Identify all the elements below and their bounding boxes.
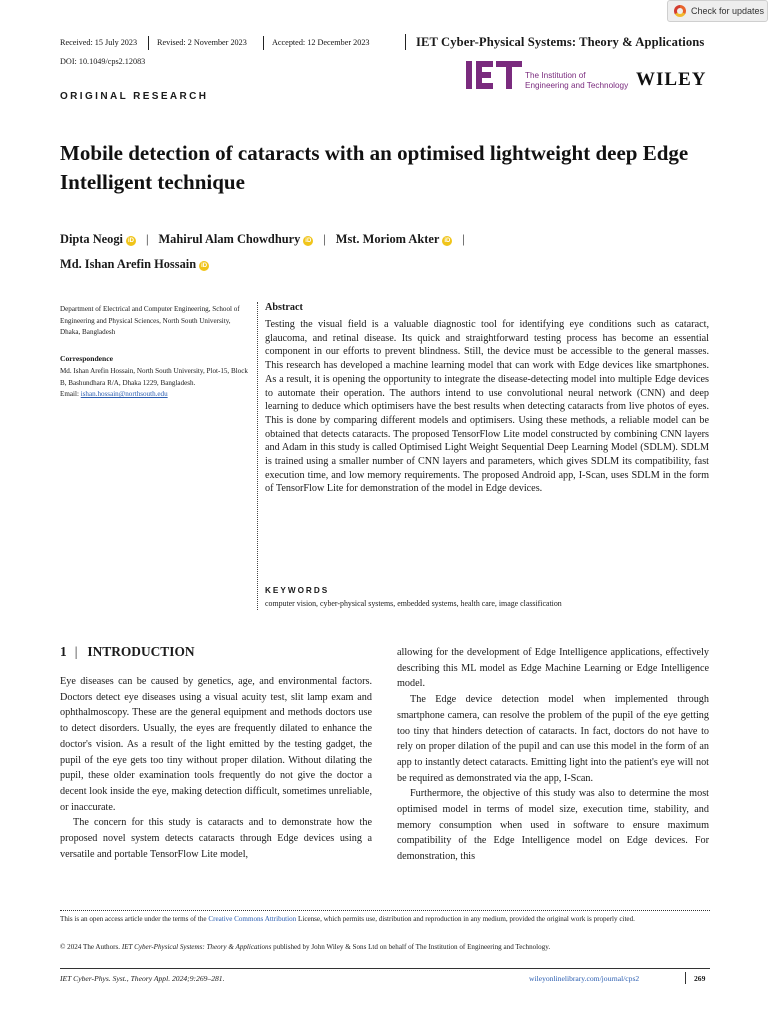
copyright-notice [60, 942, 710, 954]
keywords-list: computer vision, cyber-physical systems, embedded systems, health care, image classification [265, 599, 562, 608]
iet-institution-name [525, 71, 628, 90]
affiliation: Department of Electrical and Computer Engineering, School of Engineering and Physical Sciences, North South University, Dhaka, Bangladesh [60, 305, 240, 336]
paragraph: Eye diseases can be caused by genetics, age, and environmental factors. Doctors detect eye diseases using a visual acuity test, slit lamp exam and ophthalmoscopy. These are the general equipment and methods doctors use to detect disorders. Usually, the eyes are frequently dilated to enhance the doctor's vision. As a result of the light emitted by the testing gadget, the pupil of the eye gets too tiny without proper dilation. Without dilating the pupil, these older examination tools frequently do not give the doctor a decent look inside the eye, making detection difficult, sometimes unreliable, or inaccurate. [60, 676, 372, 813]
footnote-divider [60, 910, 710, 911]
footer-divider [60, 968, 710, 969]
section-heading-bar: | [74, 644, 78, 659]
section-label: ORIGINAL RESEARCH [60, 91, 209, 102]
iet-logo [466, 60, 522, 90]
orcid-icon[interactable]: iD [305, 238, 312, 244]
author-name[interactable]: Mst. Moriom Akter [335, 232, 440, 246]
keywords-heading: KEYWORDS [265, 586, 330, 595]
paragraph: Furthermore, the objective of this study was also to determine the most optimised model in terms of model size, execution time, stability, and memory consumption when used in software to ensure maximum compatibility of the Edge Intelligence model on Edge devices. For demonstration, this [397, 788, 709, 863]
author-name[interactable]: Md. Ishan Arefin Hossain [60, 257, 197, 271]
abstract-heading: Abstract [265, 302, 303, 313]
check-for-updates-label: Check for updates [691, 6, 765, 16]
copyright-before: © 2024 The Authors. [60, 943, 121, 951]
section-title: INTRODUCTION [87, 644, 195, 659]
header-divider [263, 36, 264, 50]
iet-name-line1: The Institution of [525, 71, 586, 80]
author-name[interactable]: Mahirul Alam Chowdhury [158, 232, 301, 246]
paragraph: allowing for the development of Edge Intelligence applications, effectively describing this ML model as Edge Machine Learning or Edge Intelligence model. [397, 647, 709, 690]
author-list [60, 227, 720, 277]
section-heading [60, 644, 195, 660]
correspondence-heading: Correspondence [60, 354, 114, 363]
accepted-date: Accepted: 12 December 2023 [272, 38, 370, 47]
paragraph: The Edge device detection model when implemented through smartphone camera, can resolve the problem of the pupil of the eye getting too tiny that hinders detection of cataracts. In fact, doctors do not have to rely on proper dilation of the pupil and can use this model in the form of an app to instantly detect cataracts. Emitting light into the patient's eye will not be required as demonstrated via the app, I-Scan. [397, 694, 709, 784]
journal-title: IET Cyber-Physical Systems: Theory & Applications [416, 35, 705, 49]
email-link[interactable]: ishan.hossain@northsouth.edu [80, 390, 168, 398]
correspondence-block [60, 366, 250, 401]
header-divider [148, 36, 149, 50]
abstract-text: Testing the visual field is a valuable diagnostic tool for identifying eye conditions such as cataract, glaucoma, and retinal disease. Its quick and straightforward testing process has become an essential component in our efforts to prevent blindness. Still, the device must be accessible to the general masses. This research has developed a machine learning model that can work with Edge devices like smartphones. As a result, it is opening the opportunity to integrate the disease-detecting model into multiple Edge devices to automate their operation. The authors intend to use convolutional neural network (CNN) and deep learning to deduce which optimisers have the best results when detecting cataracts from live photos of eyes. This is done by comparing different models and optimisers. Using these methods, a reliable model can be obtained that detects cataracts. The proposed TensorFlow Lite model constructed by combining CNN layers and Adam in this study is called Optimised Light Weight Sequential Deep Learning Model (SDLM). SDLM is trained using a smaller number of CNN layers and parameters, which gives SDLM its compatibility, fast execution time, and low memory requirements. The proposed Android app, I-Scan, uses SDLM in the form of TensorFlow Lite for demonstration of the model in Edge devices. [265, 319, 709, 495]
wiley-logo: WILEY [636, 69, 707, 90]
orcid-icon[interactable]: iD [201, 263, 208, 269]
orcid-icon[interactable]: iD [127, 238, 134, 244]
creative-commons-link[interactable]: Creative Commons Attribution [208, 915, 297, 923]
doi: DOI: 10.1049/cps2.12083 [60, 57, 146, 66]
journal-url-link[interactable]: wileyonlinelibrary.com/journal/cps2 [529, 974, 640, 983]
revised-date: Revised: 2 November 2023 [157, 38, 247, 47]
copyright-journal: IET Cyber-Physical Systems: Theory & Applications [121, 943, 272, 951]
running-citation: IET Cyber-Phys. Syst., Theory Appl. 2024;9:269–281. [60, 974, 225, 983]
oa-text-after: License, which permits use, distribution and reproduction in any medium, provided the original work is properly cited. [298, 915, 635, 923]
iet-name-line2: Engineering and Technology [525, 80, 629, 90]
received-date: Received: 15 July 2023 [60, 38, 138, 47]
author-separator: | [462, 232, 465, 246]
crossmark-icon [674, 5, 686, 17]
body-column-right [397, 645, 709, 865]
sidebar-divider [257, 302, 259, 610]
body-column-left [60, 674, 372, 862]
author-separator: | [323, 232, 326, 246]
author-separator: | [145, 232, 149, 246]
footer-separator [685, 972, 686, 984]
correspondence-address: Md. Ishan Arefin Hossain, North South University, Plot-15, Block B, Bashundhara R/A, Dhaka 1229, Bangladesh. [60, 367, 248, 387]
check-for-updates-button[interactable] [667, 0, 768, 22]
email-label: Email: [60, 390, 79, 398]
orcid-icon[interactable]: iD [444, 238, 451, 244]
page-number: 269 [694, 974, 706, 983]
section-number: 1 [60, 644, 67, 659]
author-name[interactable]: Dipta Neogi [60, 232, 123, 246]
paragraph: The concern for this study is cataracts and to demonstrate how the proposed novel system detects cataracts through Edge devices using a versatile and portable TensorFlow Lite model, [60, 817, 372, 860]
article-title: Mobile detection of cataracts with an optimised lightweight deep Edge Intelligent technique [60, 141, 689, 194]
open-access-notice [60, 914, 710, 926]
header-divider [405, 34, 406, 50]
oa-text-before: This is an open access article under the terms of the [60, 915, 207, 923]
copyright-after: published by John Wiley & Sons Ltd on behalf of The Institution of Engineering and Technology. [273, 943, 551, 951]
